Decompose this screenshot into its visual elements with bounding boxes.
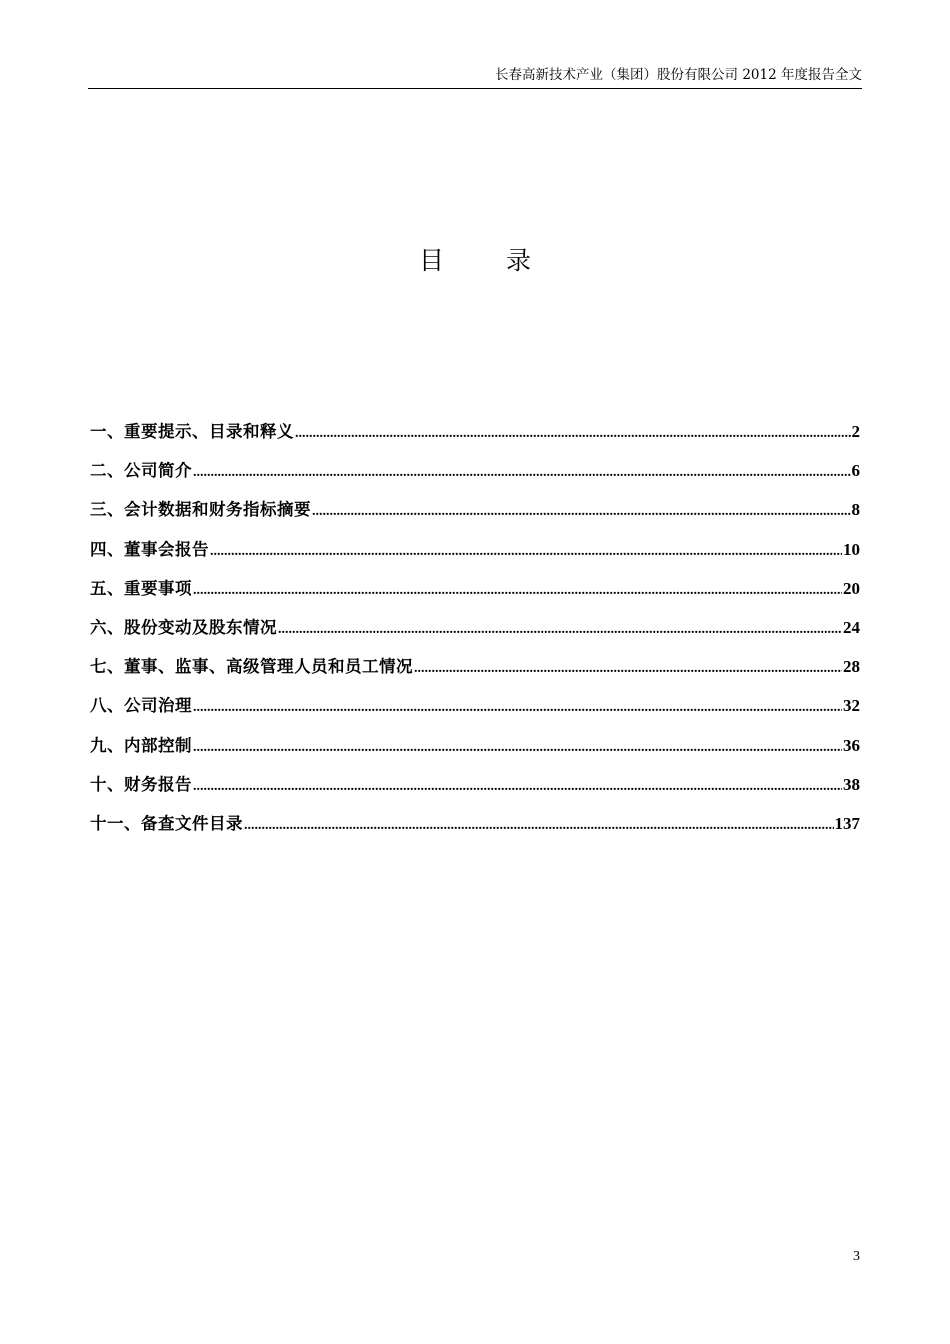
header-divider — [88, 88, 862, 89]
title-char-1: 目 — [418, 245, 444, 275]
toc-entry-page: 36 — [843, 735, 860, 755]
toc-entry-page: 32 — [843, 696, 860, 716]
toc-entry-label: 六、股份变动及股东情况 — [90, 617, 277, 637]
toc-entry-label: 五、重要事项 — [90, 578, 192, 598]
page-title — [0, 243, 950, 279]
toc-entry-label: 八、公司治理 — [90, 696, 192, 716]
toc-dot-leader — [414, 655, 842, 683]
toc-dot-leader — [210, 538, 842, 566]
page-number: 3 — [853, 1249, 860, 1264]
toc-entry[interactable] — [90, 692, 860, 731]
toc-entry-page: 24 — [843, 617, 860, 637]
toc-dot-leader — [312, 498, 851, 526]
toc-dot-leader — [193, 694, 842, 722]
toc-dot-leader — [193, 459, 851, 487]
toc-entry-page: 10 — [843, 539, 860, 559]
toc-dot-leader — [193, 734, 842, 762]
toc-entry-label: 九、内部控制 — [90, 735, 192, 755]
toc-entry-page: 2 — [851, 422, 860, 441]
toc-entry[interactable] — [90, 614, 860, 653]
toc-entry[interactable] — [90, 653, 860, 692]
toc-dot-leader — [193, 773, 842, 801]
toc-entry-label: 四、董事会报告 — [90, 539, 209, 559]
running-header: 长春高新技术产业（集团）股份有限公司 2012 年度报告全文 — [495, 67, 862, 83]
toc-dot-leader — [193, 577, 842, 605]
toc-entry-label: 三、会计数据和财务指标摘要 — [90, 500, 311, 520]
toc-entry-label: 十、财务报告 — [90, 774, 192, 794]
toc-entry-page: 137 — [834, 813, 860, 833]
toc-dot-leader — [244, 812, 834, 840]
toc-entry-page: 38 — [843, 774, 860, 794]
title-char-2: 录 — [506, 245, 532, 275]
table-of-contents — [90, 418, 860, 849]
toc-entry-page: 8 — [851, 500, 860, 520]
toc-entry-label: 七、董事、监事、高级管理人员和员工情况 — [90, 657, 413, 677]
toc-entry[interactable] — [90, 732, 860, 771]
toc-entry[interactable] — [90, 810, 860, 849]
toc-entry[interactable] — [90, 496, 860, 535]
toc-entry-label: 二、公司简介 — [90, 461, 192, 481]
toc-entry-page: 20 — [843, 578, 860, 598]
toc-entry-label: 一、重要提示、目录和释义 — [90, 422, 294, 441]
toc-entry-page: 28 — [843, 657, 860, 677]
toc-entry[interactable] — [90, 771, 860, 810]
toc-entry[interactable] — [90, 536, 860, 575]
toc-entry[interactable] — [90, 418, 860, 457]
toc-entry-page: 6 — [851, 461, 860, 481]
toc-entry[interactable] — [90, 575, 860, 614]
toc-entry-label: 十一、备查文件目录 — [90, 813, 243, 833]
toc-dot-leader — [278, 616, 842, 644]
toc-entry[interactable] — [90, 457, 860, 496]
toc-dot-leader — [295, 420, 851, 448]
